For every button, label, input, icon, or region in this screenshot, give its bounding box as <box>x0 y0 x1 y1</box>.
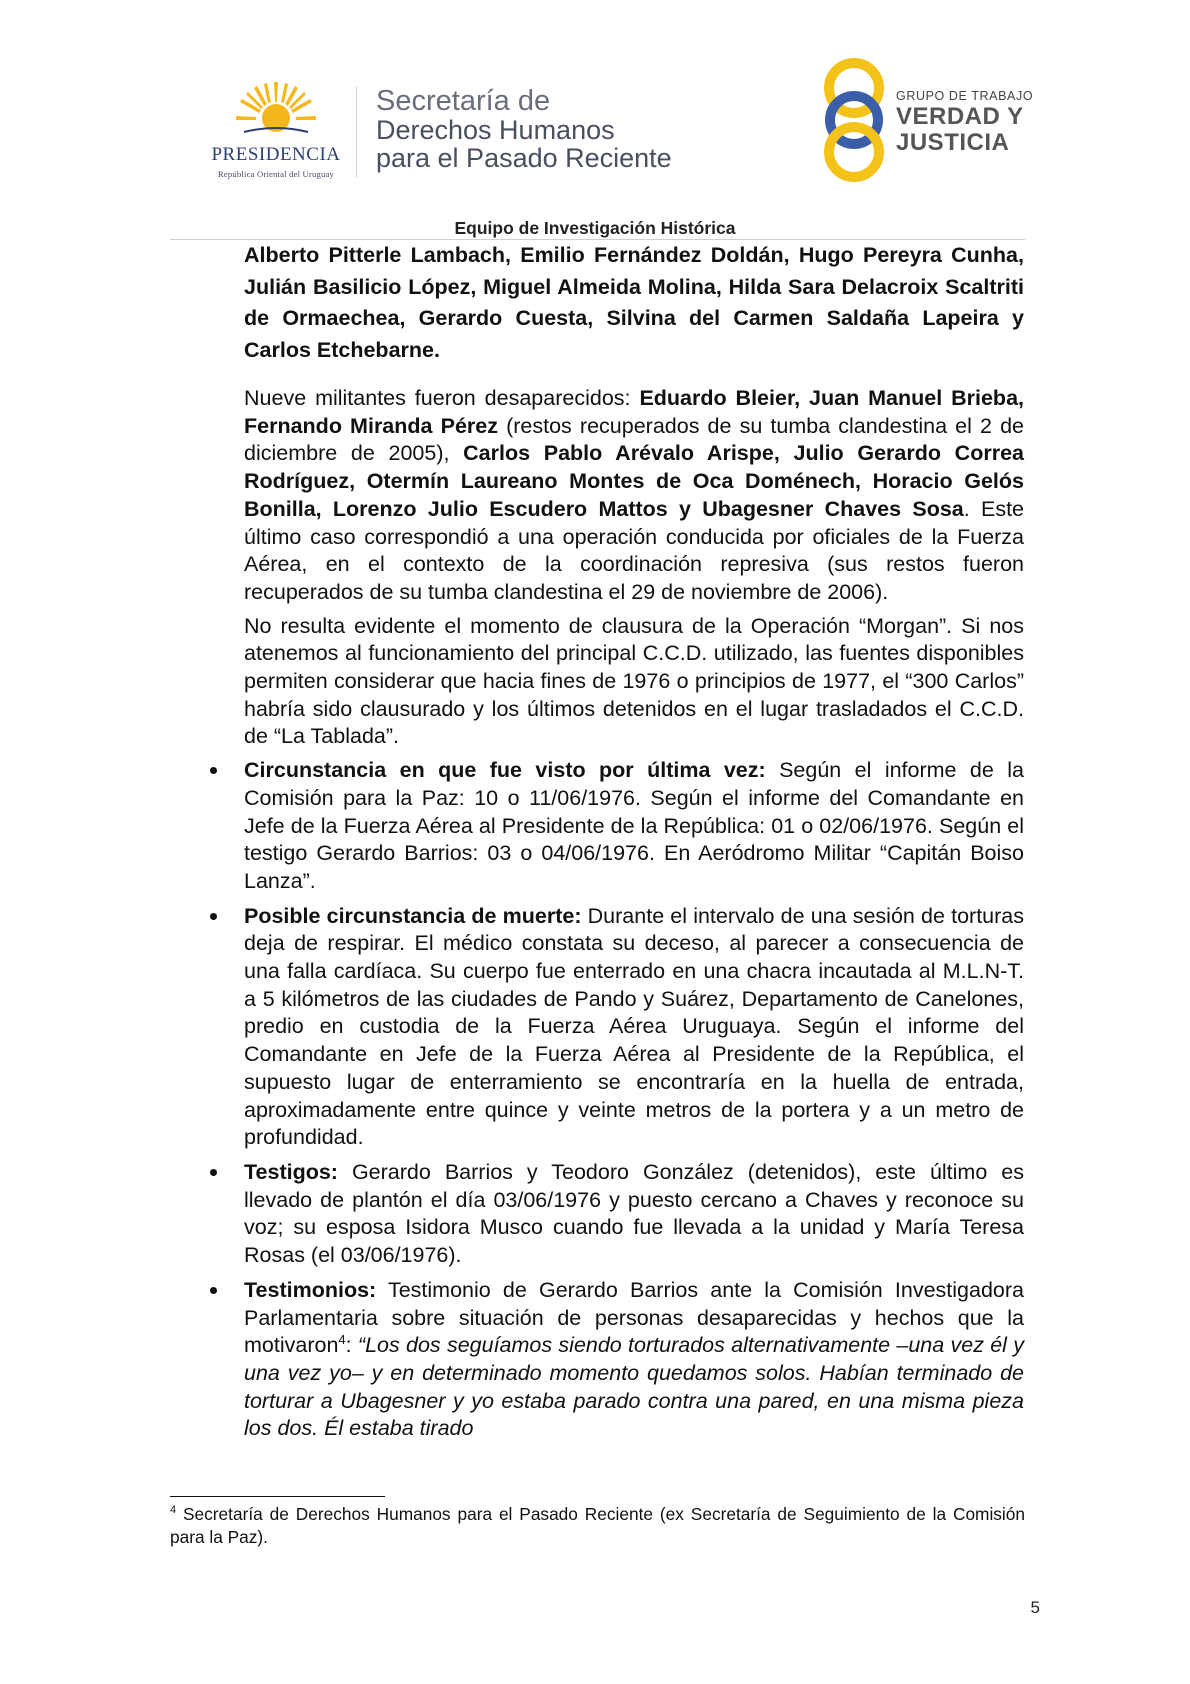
morgan-paragraph: No resulta evidente el momento de clausura de la Operación “Morgan”. Si nos atenemos al funcionamiento del principal C.C.D. utilizado, las fuentes disponibles permiten considerar que hacia fines de 1976 o principios de 1977, el “300 Carlos” habría sido clausurado y los últimos detenidos en el lugar trasladados el C.C.D. de “La Tablada”. <box>244 613 1024 749</box>
bullet-icon <box>210 1169 217 1176</box>
list-item <box>244 1277 1024 1443</box>
item-text: Según el informe de la Comisión para la Paz: 10 o 11/06/1976. Según el informe del Comandante en Jefe de la Fuerza Aérea al Presidente de la República: 01 o 02/06/1976. Según el testigo Gerardo Barrios: 03 o 04/06/1976. En Aeródromo Militar “Capitán Boiso Lanza”. <box>244 758 1024 893</box>
document-body <box>244 240 1024 1450</box>
item-colon: : <box>345 1333 358 1358</box>
details-list <box>244 757 1024 1443</box>
footnote-number: 4 <box>170 1504 177 1517</box>
item-text: Testimonio de Gerardo Barrios ante la Comisión Investigadora Parlamentaria sobre situación de personas desaparecidas y hechos que la motivaron <box>244 1277 1024 1358</box>
footnote-rule <box>170 1496 385 1497</box>
footnote <box>170 1503 1025 1549</box>
sun-emblem-icon <box>234 80 318 144</box>
item-label: Testimonios: <box>244 1277 377 1302</box>
disappeared-text-1: Nueve militantes fueron desaparecidos: <box>244 386 640 410</box>
linked-rings-icon <box>820 56 896 186</box>
disappeared-paragraph <box>244 385 1024 607</box>
page-header <box>0 0 1190 240</box>
list-item <box>244 1159 1024 1270</box>
secretaria-line-2: Derechos Humanos <box>376 115 615 145</box>
item-text: Gerardo Barrios y Teodoro González (detenidos), este último es llevado de plantón el día 03/06/1976 y puesto cercano a Chaves y reconoce su voz; su esposa Isidora Musco cuando fue llevada a la unidad y María Teresa Rosas (el 03/06/1976). <box>244 1159 1024 1268</box>
disappeared-names-2: Carlos Pablo Arévalo Arispe, Julio Gerardo Correa Rodríguez, Otermín Laureano Montes de Oca Doménech, Horacio Gelós Bonilla, Lorenzo Julio Escudero Mattos y Ubagesner Chaves Sosa <box>244 441 1024 521</box>
gtvj-line-3: JUSTICIA <box>896 129 1010 156</box>
footnote-text: Secretaría de Derechos Humanos para el Pasado Reciente (ex Secretaría de Seguimiento de la Comisión para la Paz). <box>170 1504 1025 1547</box>
footnote-ref[interactable]: 4 <box>338 1332 346 1348</box>
item-label: Posible circunstancia de muerte: <box>244 903 582 928</box>
secretaria-logo-text <box>376 86 672 172</box>
presidencia-name: PRESIDENCIA <box>211 144 341 165</box>
bullet-icon <box>210 913 217 920</box>
team-title: Equipo de Investigación Histórica <box>454 218 736 238</box>
page-number: 5 <box>1030 1598 1040 1617</box>
secretaria-line-3: para el Pasado Reciente <box>376 143 672 173</box>
disappeared-text-2: (restos recuperados de su tumba clandestina el 2 de diciembre de 2005), <box>244 413 1024 466</box>
list-item <box>244 757 1024 896</box>
header-divider <box>356 86 357 178</box>
verdad-justicia-logo <box>820 56 1040 186</box>
names-paragraph: Alberto Pitterle Lambach, Emilio Fernández Doldán, Hugo Pereyra Cunha, Julián Basilicio López, Miguel Almeida Molina, Hilda Sara Delacroix Scaltriti de Ormaechea, Gerardo Cuesta, Silvina del Carmen Saldaña Lapeira y Carlos Etchebarne. <box>244 243 1024 362</box>
disappeared-names-1: Eduardo Bleier, Juan Manuel Brieba, Fernando Miranda Pérez <box>244 386 1024 438</box>
secretaria-line-1: Secretaría de <box>376 85 551 117</box>
bullet-icon <box>210 767 217 774</box>
presidencia-logo <box>196 80 356 180</box>
list-item <box>244 903 1024 1152</box>
gtvj-line-1: GRUPO DE TRABAJO <box>896 89 1034 103</box>
presidencia-subtitle: República Oriental del Uruguay <box>217 169 334 179</box>
disappeared-text-3: . Este último caso correspondió a una operación conducida por oficiales de la Fuerza Aérea, en el contexto de la coordinación represiva (sus restos fueron recuperados de su tumba clandestina el 29 de noviembre de 2006). <box>244 496 1025 604</box>
testimony-quote: “Los dos seguíamos siendo torturados alternativamente –una vez él y una vez yo– y en determinado momento quedamos solos. Habían terminado de torturar a Ubagesner y yo estaba parado contra una pared, en una misma pieza los dos. Él estaba tirado <box>244 1333 1024 1441</box>
item-label: Circunstancia en que fue visto por última vez: <box>244 758 766 783</box>
item-text: Durante el intervalo de una sesión de torturas deja de respirar. El médico constata su deceso, al parecer a consecuencia de una falla cardíaca. Su cuerpo fue enterrado en una chacra incautada al M.L.N-T. a 5 kilómetros de las ciudades de Pando y Suárez, Departamento de Canelones, predio en custodia de la Fuerza Aérea Uruguaya. Según el informe del Comandante en Jefe de la Fuerza Aérea al Presidente de la República, el supuesto lugar de enterramiento se encontraría en la huella de entrada, aproximadamente entre quince y veinte metros de la portera y a un metro de profundidad. <box>244 903 1024 1150</box>
bullet-icon <box>210 1287 217 1294</box>
item-label: Testigos: <box>244 1159 338 1184</box>
gtvj-line-2: VERDAD Y <box>896 103 1024 130</box>
